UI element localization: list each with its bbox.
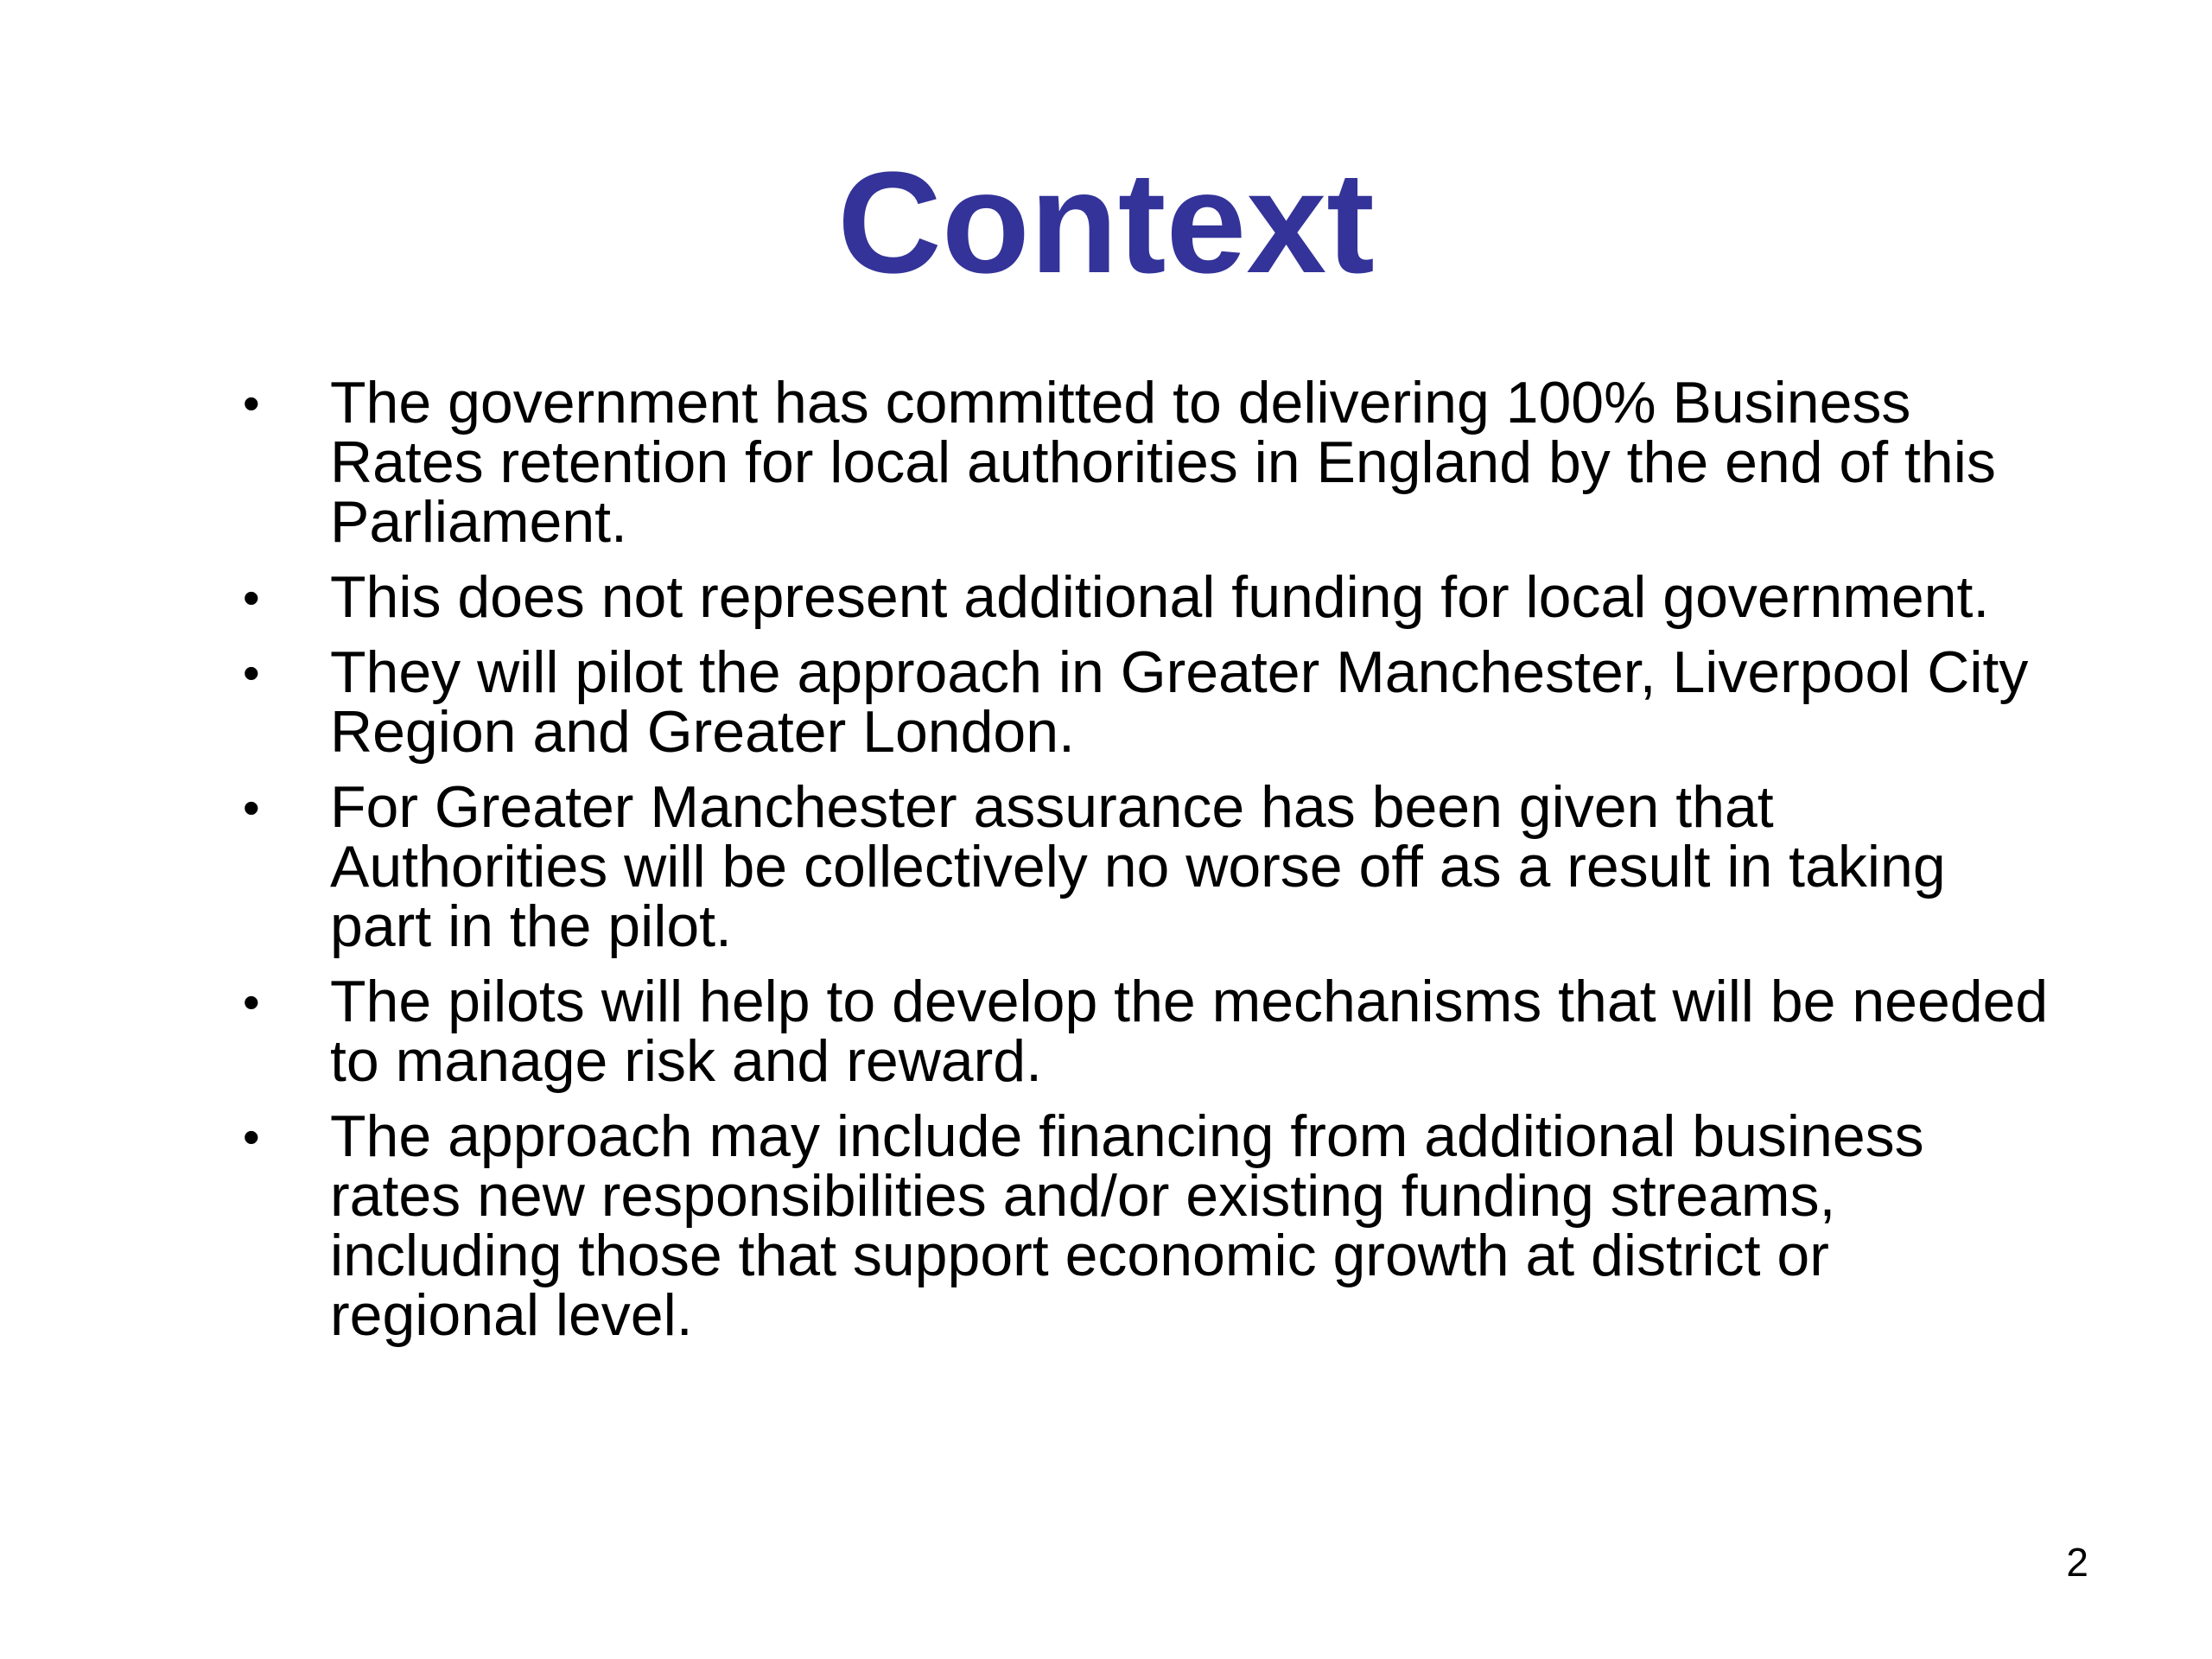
bullet-item (238, 1103, 2052, 1348)
bullet-text: The approach may include financing from additional business rates new responsibilities and/or existing funding streams, including those that support economic growth at district or regional level. (330, 1103, 1924, 1348)
bullet-icon: • (243, 376, 260, 430)
bullet-text: The government has committed to delivering 100% Business Rates retention for local authorities in England by the end of this Parliament. (330, 370, 1996, 555)
slide-title: Context (837, 143, 1375, 303)
bullet-icon: • (243, 645, 260, 700)
bullet-item (238, 639, 2052, 765)
bullet-list (238, 370, 2052, 1361)
page-number: 2 (2066, 1540, 2088, 1585)
bullet-item (238, 370, 2052, 555)
bullet-text: They will pilot the approach in Greater Manchester, Liverpool City Region and Greater London. (330, 639, 2029, 765)
bullet-text: The pilots will help to develop the mechanisms that will be needed to manage risk and reward. (330, 969, 2049, 1094)
bullet-icon: • (243, 570, 260, 625)
bullet-item (238, 969, 2052, 1094)
bullet-icon: • (243, 1109, 260, 1164)
bullet-icon: • (243, 780, 260, 835)
bullet-item (238, 564, 2052, 630)
bullet-text: For Greater Manchester assurance has been given that Authorities will be collectively no worse off as a result in taking part in the pilot. (330, 774, 1946, 959)
bullet-item (238, 774, 2052, 959)
bullet-text: This does not represent additional funding for local government. (330, 564, 1990, 630)
bullet-icon: • (243, 975, 260, 1029)
